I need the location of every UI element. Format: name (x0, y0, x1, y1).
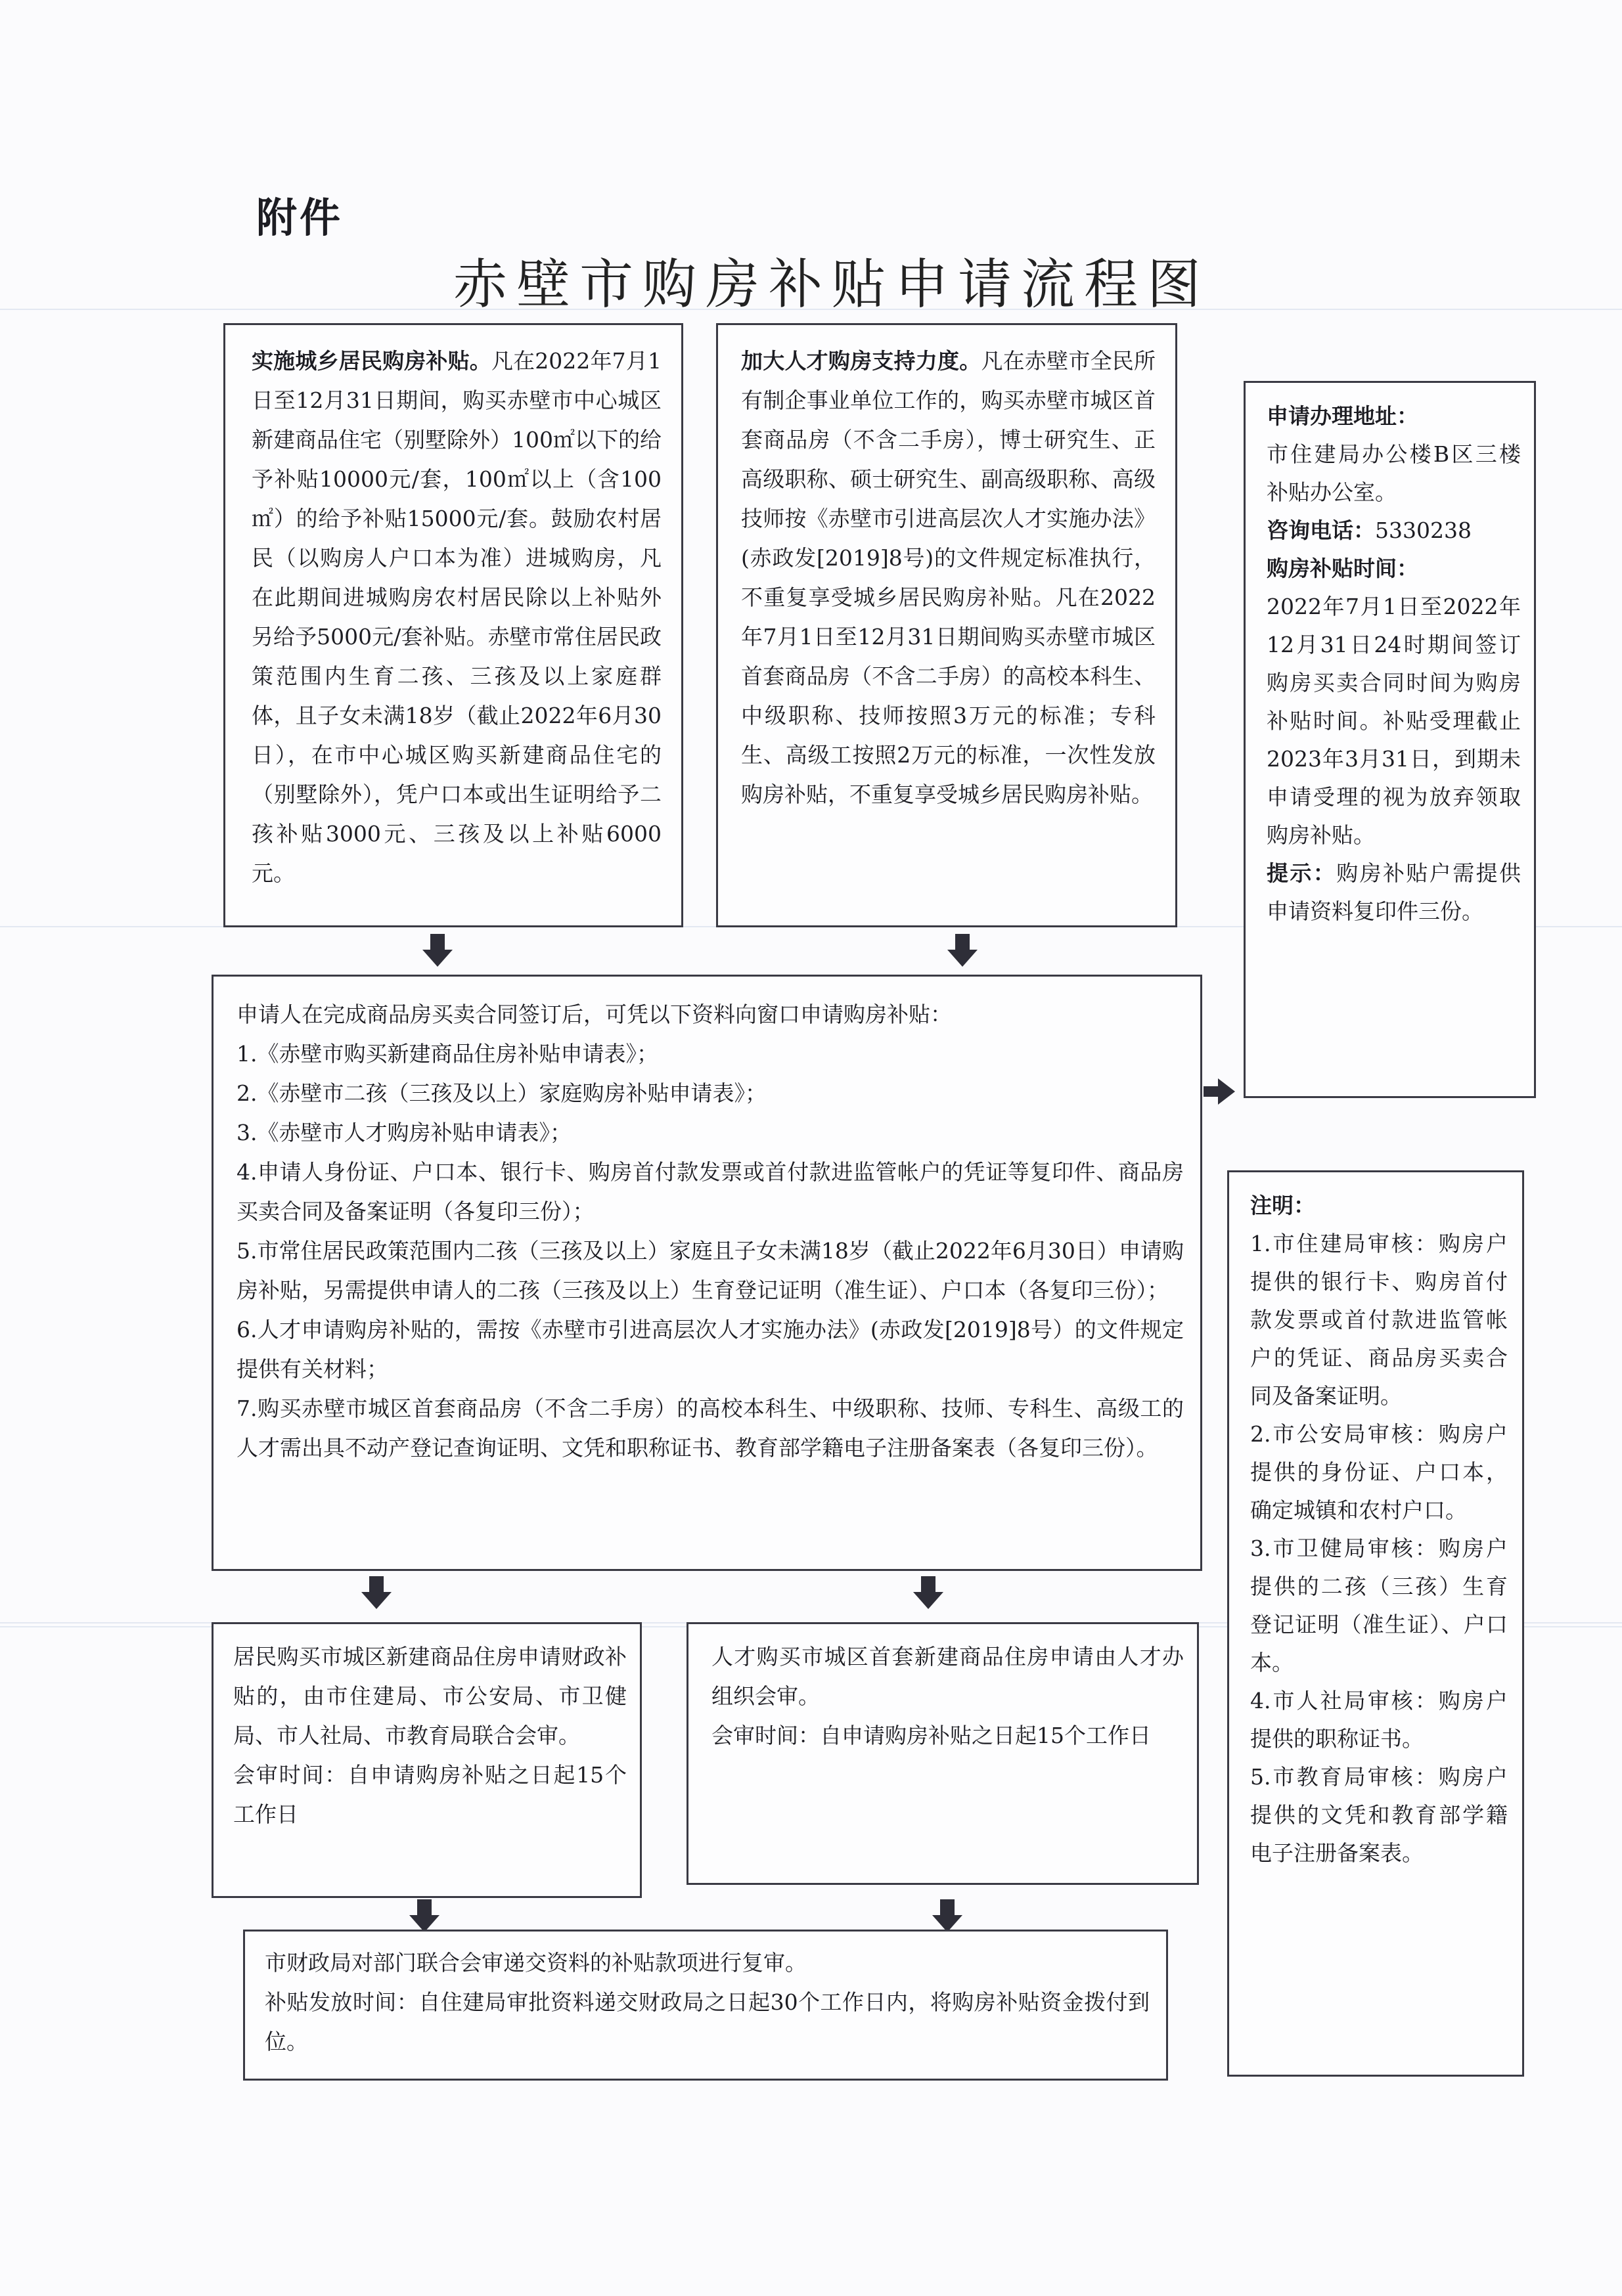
materials-item: 4.申请人身份证、户口本、银行卡、购房首付款发票或首付款进监管帐户的凭证等复印件、商品房买卖合同及备案证明（各复印三份）； (237, 1159, 1184, 1224)
talent-subsidy-box (716, 323, 1177, 927)
subsidy-period-label: 购房补贴时间： (1267, 556, 1418, 581)
resident-subsidy-body: 凡在2022年7月1日至12月31日期间，购买赤壁市中心城区新建商品住宅（别墅除外）100㎡以下的给予补贴10000元/套，100㎡以上（含100㎡）的给予补贴15000元/套。鼓励农村居民（以购房人户口本为准）进城购房，凡在此期间进城购房农村居民除以上补贴外另给予5000元/套补贴。赤壁市常住居民政策范围内生育二孩、三孩及以上家庭群体，且子女未满18岁（截止2022年6月30日），在市中心城区购买新建商品住宅的（别墅除外），凭户口本或出生证明给予二孩补贴3000元、三孩及以上补贴6000元。 (252, 348, 662, 886)
finance-payment-time: 补贴发放时间：自住建局审批资料递交财政局之日起30个工作日内，将购房补贴资金拨付到位。 (265, 1989, 1150, 2054)
notes-item: 4.市人社局审核：购房户提供的职称证书。 (1250, 1688, 1508, 1752)
down-arrow (913, 1576, 943, 1609)
down-arrow (947, 934, 978, 967)
resident-review-text: 居民购买市城区新建商品住房申请财政补贴的，由市住建局、市公安局、市卫健局、市人社局、市教育局联合会审。 (233, 1644, 627, 1748)
down-arrow (422, 934, 453, 967)
resident-subsidy-lead: 实施城乡居民购房补贴。 (252, 348, 491, 374)
application-info-box (1244, 381, 1536, 1098)
down-arrow (409, 1899, 439, 1932)
materials-item: 7.购买赤壁市城区首套商品房（不含二手房）的高校本科生、中级职称、技师、专科生、高级工的人才需出具不动产登记查询证明、文凭和职称证书、教育部学籍电子注册备案表（各复印三份）。 (237, 1396, 1184, 1461)
talent-review-text: 人才购买市城区首套新建商品住房申请由人才办组织会审。 (711, 1644, 1184, 1709)
application-materials-box (212, 975, 1202, 1571)
address-label: 申请办理地址： (1267, 403, 1418, 429)
notes-item: 3.市卫健局审核：购房户提供的二孩（三孩）生育登记证明（准生证）、户口本。 (1250, 1535, 1508, 1675)
phone-label: 咨询电话： (1267, 518, 1375, 543)
finance-review-text: 市财政局对部门联合会审递交资料的补贴款项进行复审。 (265, 1950, 807, 1976)
talent-subsidy-lead: 加大人才购房支持力度。 (741, 348, 981, 374)
tip-label: 提示： (1267, 860, 1337, 886)
notes-item: 1.市住建局审核：购房户提供的银行卡、购房首付款发票或首付款进监管帐户的凭证、商品房买卖合同及备案证明。 (1250, 1231, 1508, 1409)
finance-review-box (243, 1930, 1168, 2081)
down-arrow (361, 1576, 392, 1609)
right-arrow (1204, 1078, 1235, 1105)
down-arrow (932, 1899, 962, 1932)
subsidy-period-text: 2022年7月1日至2022年12月31日24时期间签订购房买卖合同时间为购房补贴时间。补贴受理截止2023年3月31日，到期未申请受理的视为放弃领取购房补贴。 (1267, 594, 1521, 848)
notes-title: 注明： (1250, 1193, 1315, 1218)
notes-item: 2.市公安局审核：购房户提供的身份证、户口本，确定城镇和农村户口。 (1250, 1421, 1508, 1523)
notes-item: 5.市教育局审核：购房户提供的文凭和教育部学籍电子注册备案表。 (1250, 1764, 1508, 1866)
attachment-label: 附件 (256, 194, 344, 242)
phone-number: 5330238 (1375, 518, 1472, 543)
resident-review-box (212, 1622, 642, 1898)
materials-item: 6.人才申请购房补贴的，需按《赤壁市引进高层次人才实施办法》(赤政发[2019]8号）的文件规定提供有关材料； (237, 1317, 1184, 1382)
talent-review-box (687, 1622, 1199, 1885)
materials-item: 5.市常住居民政策范围内二孩（三孩及以上）家庭且子女未满18岁（截止2022年6月30日）申请购房补贴，另需提供申请人的二孩（三孩及以上）生育登记证明（准生证）、户口本（各复印三份）； (237, 1238, 1184, 1303)
tip-text: 购房补贴户需提供申请资料复印件三份。 (1267, 860, 1521, 924)
talent-review-time: 会审时间：自申请购房补贴之日起15个工作日 (711, 1723, 1151, 1748)
page-title: 赤壁市购房补贴申请流程图 (453, 254, 1211, 316)
materials-intro: 申请人在完成商品房买卖合同签订后，可凭以下资料向窗口申请购房补贴： (237, 1002, 952, 1027)
notes-box (1227, 1170, 1524, 2077)
materials-item: 2.《赤壁市二孩（三孩及以上）家庭购房补贴申请表》； (237, 1080, 767, 1106)
resident-review-time: 会审时间：自申请购房补贴之日起15个工作日 (233, 1762, 627, 1827)
materials-item: 1.《赤壁市购买新建商品住房补贴申请表》； (237, 1041, 658, 1067)
resident-subsidy-box (223, 323, 683, 927)
talent-subsidy-body: 凡在赤壁市全民所有制企事业单位工作的，购买赤壁市城区首套商品房（不含二手房），博士研究生、正高级职称、硕士研究生、副高级职称、高级技师按《赤壁市引进高层次人才实施办法》(赤政发[2019]8号)的文件规定标准执行，不重复享受城乡居民购房补贴。凡在2022年7月1日至12月31日期间购买赤壁市城区首套商品房（不含二手房）的高校本科生、中级职称、技师按照3万元的标准；专科生、高级工按照2万元的标准，一次性发放购房补贴，不重复享受城乡居民购房补贴。 (741, 348, 1156, 807)
materials-item: 3.《赤壁市人才购房补贴申请表》； (237, 1120, 572, 1145)
address-text: 市住建局办公楼B区三楼补贴办公室。 (1267, 441, 1521, 505)
